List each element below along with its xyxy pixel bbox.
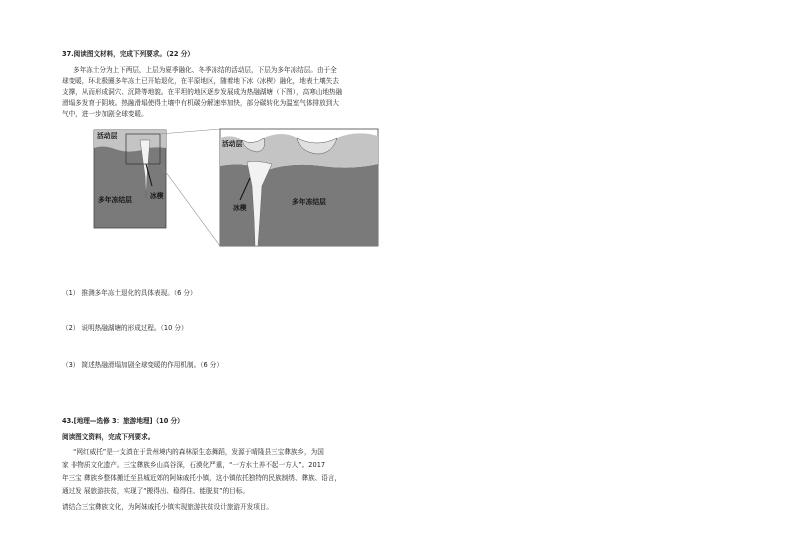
q43-para-line-1: “网红威托”是一支滇在于贵州境内的森林原生态舞蹈，发源于晴隆县三宝彝族乡，为国: [73, 448, 324, 456]
q43-para-line-4: 通过发 展旅游扶贫，实现了“搬得出、稳得住、能脱贫”的目标。: [62, 487, 249, 495]
q37-header: 37.阅读图文材料，完成下列要求。（22 分）: [62, 50, 194, 58]
q43-para-line-3: 年三宝 彝族乡整体搬迁至县城近郊的阿妹戚托小镇，这小镇依托独特的民族制绣、彝族、语言，: [62, 474, 342, 482]
q37-sub1: （1） 推测多年冻土退化的具体表现。（6 分）: [62, 289, 197, 297]
q37-para-line-1: 多年冻土分为上下两层，上层为夏季融化、冬季冻结的活动层，下层为多年冻结层。由于全: [73, 66, 337, 74]
q37-para-line-3: 支撑，从而形成洞穴、沉降等地貌。在平坦的地区逐步发展成为热融湖塘（下图），高寒山地热融: [62, 88, 343, 96]
q37-para-line-4: 滑塌多发育于阴坡。热融滑塌使得土壤中有机碳分解速率加快，部分碳转化为温室气体排放到大: [62, 99, 339, 107]
q37-para-line-2: 球变暖，环北极圈多年冻土已开始退化，在平原地区，随着地下冰（冰楔）融化，地表土壤失去: [62, 77, 339, 85]
right-label-permafrost: 多年冻结层: [292, 198, 326, 206]
left-label-permafrost: 多年冻结层: [98, 196, 132, 204]
right-label-active: 活动层: [222, 140, 243, 148]
q43-task: 请结合三宝彝族文化，为阿妹戚托小镇实现旅游扶贫设计旅游开发项目。: [62, 503, 273, 511]
left-panel: [94, 130, 166, 228]
right-label-icewedge: 冰楔: [233, 204, 247, 212]
q43-para-line-2: 家 非物质文化遗产。三宝彝族乡山高谷深，石漠化严重，“一方水土养不起一方人”。2017: [62, 461, 326, 469]
q37-para-line-5: 气中，进一步加剧全球变暖。: [62, 110, 148, 118]
q43-header: 43.[地理—选修 3：旅游地理]（10 分）: [62, 417, 184, 425]
q43-intro: 阅读图文资料，完成下列要求。: [62, 433, 155, 441]
left-label-icewedge: 冰楔: [150, 192, 164, 200]
right-panel: [220, 129, 378, 246]
zoom-connector-top: [160, 129, 220, 134]
left-label-active: 活动层: [97, 132, 118, 140]
q37-sub3: （3） 简述热融滑塌加剧全球变暖的作用机制。（6 分）: [62, 361, 223, 369]
zoom-connector-bottom: [160, 164, 220, 246]
permafrost-diagram: [92, 126, 382, 248]
q37-sub2: （2） 说明热融湖塘的形成过程。（10 分）: [62, 324, 188, 332]
